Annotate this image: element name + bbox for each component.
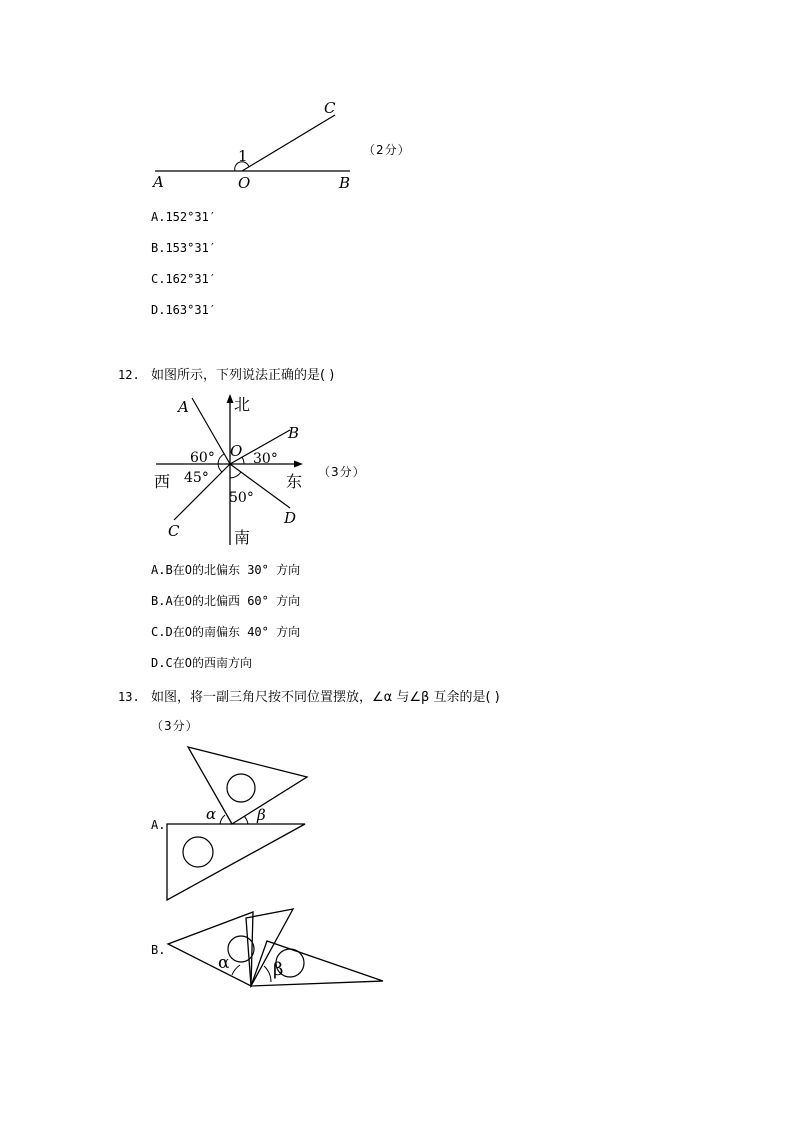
- label-d: D: [284, 509, 297, 527]
- q12-option-a[interactable]: A.B在O的北偏东 30° 方向: [151, 563, 301, 577]
- angle-45: 45°: [184, 470, 209, 486]
- q12-score: （3分）: [318, 465, 366, 479]
- q13-option-a-figure[interactable]: [160, 740, 320, 905]
- q11-option-c[interactable]: C.162°31′: [151, 272, 217, 286]
- q12-compass-figure: [152, 390, 322, 550]
- alpha-label: α: [218, 953, 230, 973]
- q11-option-a[interactable]: A.152°31′: [151, 210, 217, 224]
- q11-score: （2分）: [363, 143, 411, 157]
- q11-option-b[interactable]: B.153°31′: [151, 241, 217, 255]
- q12-option-d[interactable]: D.C在O的西南方向: [151, 656, 252, 670]
- label-o: O: [238, 174, 251, 192]
- ray-oc: [242, 115, 335, 171]
- q13-number: 13.: [118, 690, 140, 704]
- q11-option-d[interactable]: D.163°31′: [151, 303, 217, 317]
- q13-option-b-figure[interactable]: [160, 905, 390, 990]
- label-south: 南: [234, 528, 251, 547]
- q13-option-a-letter[interactable]: A.: [151, 818, 166, 832]
- beta-label: β: [273, 959, 284, 980]
- q13-text: 如图，将一副三角尺按不同位置摆放，∠α 与∠β 互余的是( ): [151, 690, 500, 705]
- label-o: O: [230, 442, 243, 460]
- label-c: C: [324, 99, 336, 117]
- label-a: A: [178, 398, 189, 416]
- q12-option-b[interactable]: B.A在O的北偏西 60° 方向: [151, 594, 301, 608]
- label-east: 东: [286, 472, 303, 491]
- q13-score: （3分）: [151, 719, 199, 733]
- q12-text: 如图所示，下列说法正确的是( ): [151, 368, 335, 383]
- alpha-label: α: [206, 805, 217, 823]
- q11-angle-figure: [145, 95, 375, 195]
- label-1: 1: [238, 147, 248, 165]
- angle-60: 60°: [190, 450, 215, 466]
- q13-option-b-letter[interactable]: B.: [151, 943, 166, 957]
- q12-option-c[interactable]: C.D在O的南偏东 40° 方向: [151, 625, 301, 639]
- label-c: C: [168, 522, 180, 540]
- label-b: B: [288, 424, 300, 442]
- label-west: 西: [154, 472, 171, 491]
- angle-30: 30°: [253, 451, 278, 467]
- label-a: A: [153, 173, 164, 191]
- beta-label: β: [257, 806, 266, 824]
- angle-50: 50°: [229, 490, 254, 506]
- label-north: 北: [234, 395, 251, 414]
- q12-number: 12.: [118, 368, 140, 382]
- label-b: B: [339, 174, 351, 192]
